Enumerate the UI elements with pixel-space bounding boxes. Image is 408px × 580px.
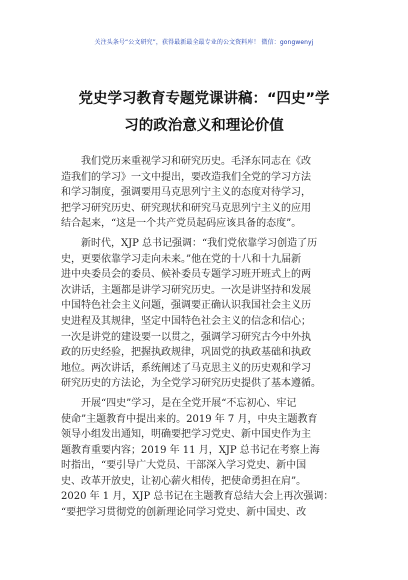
text-line: 使命”主题教育中提出来的。2019 年 7 月，中央主题教育 — [61, 413, 318, 425]
text-line: 题教育重要内容；2019 年 11 月，XJP 总书记在考察上海 — [61, 444, 320, 456]
text-line: 政的历史经验，把握执政规律，巩固党的执政基础和执政 — [61, 347, 311, 359]
paragraph-2 — [61, 236, 349, 392]
text-line: 我们党历来重视学习和研究历史。毛泽东同志在《改 — [81, 156, 311, 167]
document-body — [61, 154, 349, 525]
paragraph-1 — [61, 154, 349, 232]
text-line: 2020 年 1 月，XJP 总书记在主题教育总结大会上再次强调： — [61, 491, 334, 503]
text-line: 中国特色社会主义问题，强调要正确认识我国社会主义历 — [61, 300, 311, 312]
text-line: 造我们的学习》一文中提出，要改造我们全党的学习方法 — [61, 171, 311, 183]
text-line: 一次是讲党的建设要一以贯之，强调学习研究古今中外执 — [61, 331, 311, 343]
text-line: 和学习制度，强调要用马克思列宁主义的态度对待学习， — [61, 187, 311, 199]
paragraph-3 — [61, 396, 349, 521]
title-line-1: 党史学习教育专题党课讲稿：“四史”学 — [78, 91, 330, 107]
header-promo-note: 关注头条号“公文研究”，获得最新最全最专业的公文资料库！ 微信：gongwenyj — [94, 39, 314, 46]
text-line: 史，更要依靠学习走向未来。”他在党的十八和十九届新 — [61, 253, 302, 265]
text-line: 结合起来，“这是一个共产党员起码应该具备的态度”。 — [61, 218, 302, 230]
text-line: “要把学习贯彻党的创新理论同学习党史、新中国史、改 — [61, 507, 307, 519]
text-line: 研究历史的方法论，为全党学习研究历史提供了基本遵循。 — [61, 378, 321, 390]
text-line: 史进程及其规律，坚定中国特色社会主义的信念和信心； — [61, 315, 311, 327]
text-line: 时指出，“要引导广大党员、干部深入学习党史、新中国 — [61, 460, 307, 472]
document-title — [48, 86, 360, 140]
text-line: 次讲话，主题都是讲学习研究历史。一次是讲坚持和发展 — [61, 284, 311, 296]
title-line-2: 习的政治意义和理论价值 — [124, 118, 284, 134]
text-line: 进中央委员会的委员、候补委员专题学习班开班式上的两 — [61, 269, 311, 281]
text-line: 开展“四史”学习，是在全党开展“不忘初心、牢记 — [81, 397, 297, 409]
text-line: 地位。两次讲话，系统阐述了马克思主义的历史观和学习 — [61, 362, 311, 374]
text-line: 史、改革开放史，让初心薪火相传，把使命勇担在肩”。 — [61, 475, 307, 487]
text-line: 新时代，XJP 总书记强调：“我们党依靠学习创造了历 — [81, 237, 318, 249]
text-line: 领导小组发出通知，明确要把学习党史、新中国史作为主 — [61, 429, 311, 441]
text-line: 把学习研究历史、研究现状和研究马克思列宁主义的应用 — [61, 202, 311, 214]
